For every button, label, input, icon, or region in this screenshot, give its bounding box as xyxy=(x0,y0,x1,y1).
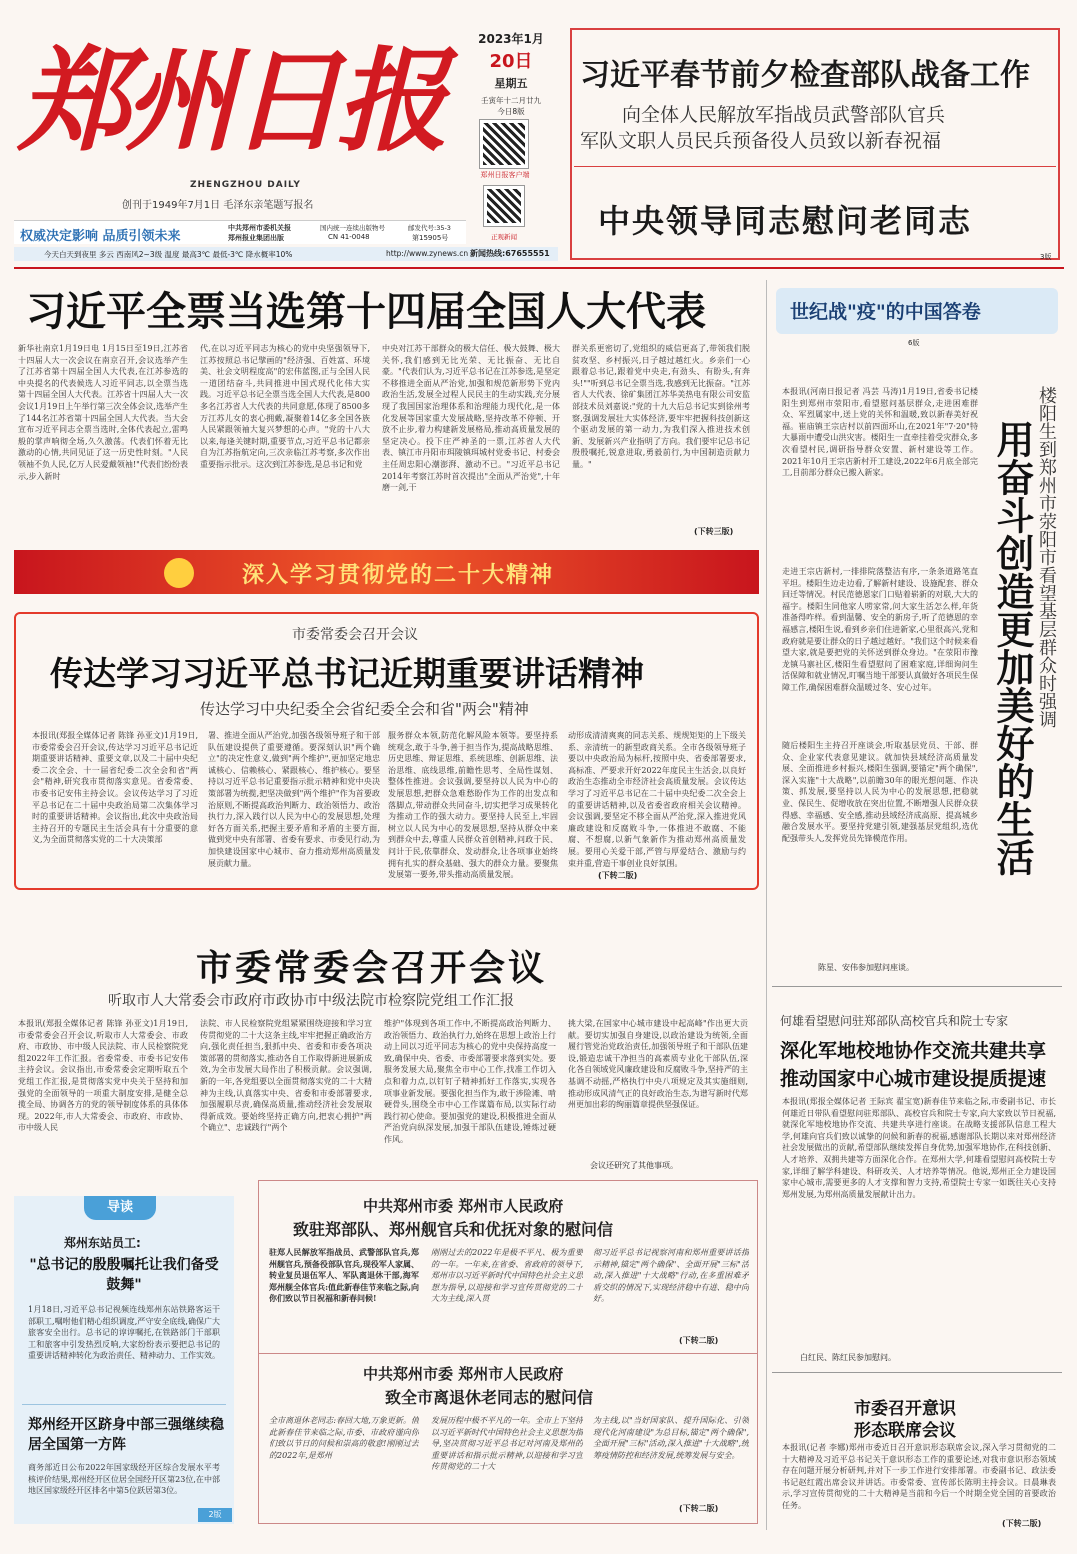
feature-kicker: 市委常委会召开会议 xyxy=(292,627,418,643)
second-col-1: 本报讯(郑报全媒体记者 陈锋 孙亚文)1月19日,市委常委会召开会议,听取市人大常委会、市政府、市政协、市中级人民法院、市人民检察院党组2022年工作汇报。省委常委、市委书记安伟主持会议。会议指出,市委常委会定期听取五个党组工作汇报,是贯彻落实党中央关于坚持和加强党的全面领导的一项重大制度安排,是健全总揽全局、协调各方的党的领导制度体系的具体体现。2022年,市人大常委会、市政府、市政协、市中级人民 xyxy=(18,1019,188,1133)
story2-body: 本报讯(郑报全媒体记者 王际宾 翟宝宽)新春佳节来临之际,市委副书记、市长何雄近日带队看望慰问驻郑部队、高校官兵和院士专家,向大家致以节日祝福,就深化军地校地协作交流、共建共享进行座谈。在战略支援部队信息工程大学,何雄向官兵们致以诚挚的问候和新春的祝福,感谢部队长期以来对郑州经济社会发展做出的贡献,希望部队继续发挥自身优势,加强军地协作,在科技创新、人才培养、双拥共建等方面深化合作。在郑州大学,何雄看望慰问高校院士专家,详细了解学科建设、科研攻关、人才培养等情况。他说,郑州正全力建设国家中心城市,需要更多的人才支撑和智力支持,希望院士专家一如既往关心支持郑州发展,为郑州高质量发展献计出力。 xyxy=(782,1097,1056,1199)
story3-body: 本报讯(记者 李娜)郑州市委近日召开意识形态联席会议,深入学习贯彻党的二十大精神及习近平总书记关于意识形态工作的重要论述,对我市意识形态领域存在问题开展分析研判,并对下一步工作进行安排部署。市委副书记、政法委书记赵红霞出席会议并讲话。市委常委、宣传部长陈明主持会议。日晨琳表示,学习宣传贯彻党的二十大精神是当前和今后一个时期全党全国的首要政治任务。 xyxy=(782,1443,1056,1510)
guide-item1-title[interactable]: "总书记的殷殷嘱托让我们备受鼓舞" xyxy=(29,1257,219,1293)
side-vertical-headline[interactable]: 用奋斗创造更加美好的生活 xyxy=(990,420,1034,876)
top-box-divider xyxy=(574,166,1056,167)
page-count: 今日8版 xyxy=(497,107,525,116)
letter2-title-2[interactable]: 致全市离退休老同志的慰问信 xyxy=(385,1388,594,1407)
party-emblem-icon xyxy=(164,558,194,588)
info-strip xyxy=(14,220,466,244)
top-news-box xyxy=(570,28,1060,260)
side-body-bottom: 随后楼阳生主持召开座谈会,听取基层党员、干部、群众、企业家代表意见建议。就加快县域经济高质量发展、全面推进乡村振兴,楼阳生强调,要锚定"两个确保",深入实施"十大战略",以前瞻30年的眼光想问题、作决策、抓发展,要坚持以人民为中心的发展思想,把稳就业、保民生、促增收放在突出位置,不断增强人民群众获得感、幸福感、安全感,推动县域经济成高原、提高城乡融合发展水平。要坚持党建引领,建强基层党组织,选优配强带头人,发挥党员先锋模范作用。 xyxy=(782,741,978,843)
column-rule xyxy=(766,280,767,1530)
feature-headline[interactable]: 传达学习习近平总书记近期重要讲话精神 xyxy=(50,654,644,693)
masthead-title: 郑州日报 xyxy=(18,36,442,167)
slogan: 权威决定影响 品质引领未来 xyxy=(20,229,181,244)
side-body-mid: 走进王宗店新村,一排排院落整洁有序,一条条道路笔直平坦。楼阳生边走边看,了解新村建设、设施配套、群众回迁等情况。村民范德恩家门口贴着崭新的对联,大大的福字。楼阳生同他家人唠家常,问大家生活怎么样,年货准备得咋样。看到温馨、安全的新房子,听了范德恩的幸福感言,楼阳生说,看到乡亲们住进新家,心里很高兴,党和政府就是要让群众的日子越过越好。"我们这个时候来看望大家,就是要把党的关怀送到群众身边。"在荥阳市豫龙镇马寨社区,楼阳生看望慰问了困难家庭,详细询问生活保障和就业情况,叮嘱当地干部要认真做好各项民生保障工作,确保困难群众温暖过冬、安心过年。 xyxy=(782,567,978,692)
lead-col-4: 群关系更密切了,党组织的威信更高了,带领我们脱贫攻坚、乡村振兴,日子越过越红火。乡亲们一心跟着总书记,跟着党中央走,有劲头、有盼头,有奔头!""听到总书记全票当选,我感到无比振奋。"江苏省人大代表、徐矿集团江苏华美热电有限公司安监部技术员刘嘉说:"党的十九大后总书记实到徐州考察,强调发展壮大实体经济,要牢牢把握科技创新这个驱动发展的第一动力,为我们深入推进技术创新、发展新兴产业指明了方向。我们要牢记总书记殷殷嘱托,锐意进取,勇毅前行,为中国制造贡献力量。" xyxy=(572,344,750,469)
qr2-caption: 正观新闻 xyxy=(491,233,517,241)
guide-label: 导读 xyxy=(106,1200,133,1215)
weather-text: 今天白天到夜里 多云 西南风2~3级 温度 最高3℃ 最低-3℃ 降水概率10% xyxy=(44,250,293,259)
lead-headline[interactable]: 习近平全票当选第十四届全国人大代表 xyxy=(26,289,706,335)
lead-col-1: 新华社南京1月19日电 1月15日至19日,江苏省十四届人大一次会议在南京召开,会议选举产生了江苏省第十四届全国人大代表,在江苏参选的中央提名的代表候选人习近平同志,以全票当选第十四届全国人大代表。江苏省十四届人大一次会议1月19日上午举行第三次全体会议,选举产生了144名江苏省第十四届全国人大代表。当大会宣布习近平同志全票当选时,全体代表起立,雷鸣般的掌声响彻全场,久久激荡。代表们怀着无比激动的心情,共同见证了这一历史性时刻。"人民领袖不负人民,亿万人民爱戴领袖!"代表们纷纷表示,步入新时 xyxy=(18,344,188,481)
side-head-box xyxy=(776,288,1058,334)
lunar-date: 壬寅年十二月廿九 xyxy=(481,96,541,105)
side-rule-1 xyxy=(772,986,1062,987)
letter2-body-b: 发展历程中极不平凡的一年。全市上下坚持以习近平新时代中国特色社会主义思想为指导,坚决贯彻习近平总书记对河南及郑州的重要讲话和指示批示精神,以迎接和学习宣传贯彻党的二十大 xyxy=(431,1416,583,1472)
story3-continued[interactable]: (下转二版) xyxy=(1002,1519,1042,1528)
story2-head-2[interactable]: 推动国家中心城市建设提质提速 xyxy=(780,1068,1047,1090)
weather-strip xyxy=(14,247,558,261)
second-end: 会议还研究了其他事项。 xyxy=(590,1161,678,1170)
letter1-continued[interactable]: (下转二版) xyxy=(679,1336,719,1345)
date-year: 2023年1月 xyxy=(478,32,544,46)
guide-divider xyxy=(22,1404,226,1405)
masthead-rule xyxy=(14,267,1064,269)
guide-item1-body: 1月18日,习近平总书记视频连线郑州东站铁路客运干部职工,嘱咐他们精心组织调度,严守安全底线,确保广大旅客安全出行。总书记的谆谆嘱托,在铁路部门干部职工和旅客中引发热烈反响,大家纷纷表示要把总书记的重要讲话精神转化为政治责任、精神动力、工作实效。 xyxy=(28,1305,220,1361)
feature-box xyxy=(14,612,759,890)
feature-col-3: 服务群众本领,防范化解风险本领等。要坚持系统观念,敢于斗争,善于担当作为,提高战略思维、历史思维、辩证思维、系统思维、创新思维、法治思维、底线思维,前瞻性思考、全局性谋划、整体性推进。会议强调,要坚持以人民为中心的发展思想,把群众急难愁盼作为工作的出发点和落脚点,带动群众共同奋斗,切实把学习成果转化为推动工作的强大动力。要坚持人民至上,牢固树立以人民为中心的发展思想,坚持从群众中来到群众中去,尊重人民群众首创精神,问政于民、问计于民,依靠群众、发动群众,让各项事业始终拥有扎实的群众基础、强大的群众力量。要聚焦发展第一要务,带头推动高质量发展。 xyxy=(388,731,558,880)
side-sign: 陈星、安伟参加慰问座谈。 xyxy=(818,963,914,972)
masthead-subtitle-en: ZHENGZHOU DAILY xyxy=(190,180,301,190)
letter1-title-2[interactable]: 致驻郑部队、郑州舰官兵和优抚对象的慰问信 xyxy=(293,1220,614,1239)
guide-item2-page[interactable]: 2版 xyxy=(198,1508,232,1522)
side-head-page[interactable]: 6版 xyxy=(908,339,920,347)
banner-text: 深入学习贯彻党的二十大精神 xyxy=(242,563,555,588)
second-col-3: 维护"体现到各项工作中,不断提高政治判断力、政治领悟力、政治执行力,始终在思想上政治上行动上同以习近平同志为核心的党中央保持高度一致,确保中央、省委、市委部署要求落到实处。要服务发展大局,聚焦全市中心工作,找准工作切入点和着力点,以钉钉子精神抓好工作落实,实现各项事业新发展。要强化担当作为,敢于涉险滩、啃硬骨头,围绕全市中心工作谋篇布局,以实际行动践行初心使命。要加强党的建设,积极推进全面从严治党向纵深发展,加强干部队伍建设,锤炼过硬作风。 xyxy=(384,1019,556,1144)
theme-banner xyxy=(14,550,759,594)
qr-code-icon[interactable] xyxy=(480,120,528,168)
story2-kicker: 何雄看望慰问驻郑部队高校官兵和院士专家 xyxy=(780,1014,1009,1028)
story3-head-1[interactable]: 市委召开意识 xyxy=(854,1399,956,1419)
issn: CN 41-0048 xyxy=(328,233,370,241)
letters-box xyxy=(258,1180,758,1524)
story2-head-1[interactable]: 深化军地校地协作交流共建共享 xyxy=(780,1040,1047,1062)
story3-head-2[interactable]: 形态联席会议 xyxy=(854,1421,956,1441)
side-head[interactable]: 世纪战"疫"的中国答卷 xyxy=(790,301,981,323)
second-col-4: 挑大梁,在国家中心城市建设中起高峰"作出更大贡献。要切实加强自身建设,以政治建设为统领,全面履行管党治党政治责任,加强领导班子和干部队伍建设,锻造忠诚干净担当的高素质专业化干部队伍,深化各自领域党风廉政建设和反腐败斗争,坚持严的主基调不动摇,严格执行中央八项规定及其实施细则,推动形成风清气正的良好政治生态,为谱写新时代郑州更加出彩的绚丽篇章提供坚强保证。 xyxy=(568,1019,748,1110)
lead-col-2: 代,在以习近平同志为核心的党中央坚强领导下,江苏按照总书记擘画的"经济强、百姓富、环境美、社会文明程度高"的宏伟蓝图,正与全国人民一道团结奋斗,共同推进中国式现代化伟大实践。习近平总书记全票当选全国人大代表,是800多名江苏省人大代表的共同意愿,体现了8500多万江苏儿女的衷心拥戴,凝聚着14亿多全国各族人民紧跟领袖大复兴梦想的心声。"党的十八大以来,每逢关键时期,重要节点,习近平总书记都亲自为江苏指航定向,三次亲临江苏考察,多次作出重要指示批示。这次到江苏参选,是总书记和党 xyxy=(200,344,370,469)
top-headline[interactable]: 习近平春节前夕检查部队战备工作 xyxy=(580,58,1030,93)
hotline: 新闻热线:67655551 xyxy=(470,249,550,258)
second-subhead: 听取市人大常委会市政府市政协市中级法院市检察院党组工作汇报 xyxy=(108,993,514,1009)
weekday: 星期五 xyxy=(494,77,528,90)
postal-code: 邮发代号:35-3 xyxy=(408,224,451,232)
letter2-title-1: 中共郑州市委 郑州市人民政府 xyxy=(363,1365,564,1383)
side-body-top: 本报讯(河南日报记者 冯芸 马涛)1月19日,省委书记楼阳生到郑州市荥阳市,看望慰问基层群众,走进困难群众、军烈属家中,送上党的关怀和温暖,致以新春美好祝福。崔庙镇王宗店村以前四面环山,在2021年"7·20"特大暴雨中遭受山洪灾害。楼阳生一直牵挂着受灾群众,多次看望村民,调研指导群众安置、新村建设等工作。2021年10月王宗店新村开工建设,2022年6月底全部完工,目前部分群众已搬入新家。 xyxy=(782,387,978,478)
issue-number: 第15905号 xyxy=(412,234,449,242)
lead-col-3: 中央对江苏干部群众的极大信任、极大鼓舞、极大关怀,我们感到无比光荣、无比振奋、无比自豪。"代表们认为,习近平总书记在江苏参选,是坚定不移推进全面从严治党,加强和规范新形势下党内政治生活,发展全过程人民民主的生动实践,充分展现了我国国家治理体系和治理能力现代化,是一体化发展等国家重大发展战略,坚持改革不停顿、开放不止步,着力构建新发展格局,推动高质量发展的坚定决心。投下庄严神圣的一票,江苏省人大代表、镇江市丹阳市珥陵镇珥城村党委书记、村委会主任周忠阳心潮澎湃、激动不已。"习近平总书记2014年考察江苏时首次提出"全面从严治党",十年磨一剑,干 xyxy=(382,344,560,493)
qr-caption: 郑州日报客户端 xyxy=(480,171,530,179)
letter2-body-a: 全市离退休老同志:春回大地,万象更新。值此新春佳节来临之际,市委、市政府谨向你们致以节日的问候和崇高的敬意!刚刚过去的2022年,是郑州 xyxy=(269,1416,419,1460)
guide-box xyxy=(14,1196,234,1524)
guide-item2-title[interactable]: 郑州经开区跻身中部三强继续稳居全国第一方阵 xyxy=(28,1417,224,1453)
letter1-body-b: 刚刚过去的2022年是极不平凡、极为重要的一年。一年来,在省委、省政府的领导下,郑州市以习近平新时代中国特色社会主义思想为指导,以迎接和学习宣传贯彻党的二十大为主线,深入贯 xyxy=(431,1248,583,1304)
top-page-ref[interactable]: 3版 xyxy=(1040,253,1052,261)
top-sub-2: 军队文职人员民兵预备役人员致以新春祝福 xyxy=(580,130,942,152)
sponsor-1: 中共郑州市委机关报 xyxy=(228,224,291,232)
feature-subhead: 传达学习中央纪委全会省纪委全会和省"两会"精神 xyxy=(200,700,529,718)
feature-col-4: 动形成清清爽爽的同志关系、规规矩矩的上下级关系、亲清统一的新型政商关系。全市各级领导班子要以中央政治局为标杆,按照中央、省委部署要求,高标准、严要求开好2022年度民主生活会,以良好政治生态推动全市经济社会高质量发展。会议传达学习了习近平总书记在二十届中央纪委二次全会上的重要讲话精神,以及省委省政府相关会议精神。会议强调,要坚定不移全面从严治党,深入推进党风廉政建设和反腐败斗争,一体推进不敢腐、不能腐、不想腐,以新气象新作为推动郑州高质量发展。要用心关爱干部,严管与厚爱结合、激励与约束并重,营造干事创业良好氛围。 xyxy=(568,731,746,868)
letter1-body-a: 驻郑人民解放军指战员、武警部队官兵,郑州舰官兵,预备役部队官兵,现役军人家属、转业复员退伍军人、军队离退休干部,海军郑州舰全体官兵:值此新春佳节来临之际,向你们致以节日祝福和新春问候! xyxy=(269,1247,419,1304)
top-sub-1: 向全体人民解放军指战员武警部队官兵 xyxy=(622,104,946,126)
qr-code-icon-2[interactable] xyxy=(484,186,524,226)
letter2-body-c: 为主线,以"当好国家队、提升国际化、引领现代化河南建设"为总目标,锚定"两个确保",全面开展"三标"活动,深入推进"十大战略",统筹疫情防控和经济发展,统筹发展与安全。 xyxy=(593,1416,749,1460)
date-day: 20日 xyxy=(489,51,533,72)
letter1-title-1: 中共郑州市委 郑州市人民政府 xyxy=(363,1197,564,1215)
second-headline[interactable]: 市委常委会召开会议 xyxy=(196,948,548,989)
letter1-body-c: 彻习近平总书记视察河南和郑州重要讲话指示精神,锚定"两个确保"、全面开展"三标"活动,深入推进"十大战略"行动,在多重困难矛盾交织的情况下,实现经济稳中有进、稳中向好。 xyxy=(593,1248,749,1304)
date-block xyxy=(466,30,556,117)
letters-divider xyxy=(259,1353,757,1354)
founded-line: 创刊于1949年7月1日 毛泽东亲笔题写报名 xyxy=(122,200,314,211)
lead-continued[interactable]: (下转三版) xyxy=(694,527,734,536)
feature-col-1: 本报讯(郑报全媒体记者 陈锋 孙亚文)1月19日,市委常委会召开会议,传达学习习近平总书记近期重要讲话精神、重要文章,以及二十届中央纪委二次全会、十一届省纪委二次全会和省"两会"精神,研究我市贯彻落实意见。省委常委、市委书记安伟主持会议。会议传达学习了习近平总书记在二十届中央政治局第二次集体学习时的重要讲话精神。会议指出,此次中央政治局主持召开的专题民主生活会具有十分重要的意义,为全面贯彻落实党的二十大决策部 xyxy=(32,731,198,845)
guide-tab xyxy=(84,1196,156,1220)
second-col-2: 法院、市人民检察院党组紧紧围绕迎接和学习宣传贯彻党的二十大这条主线,牢牢把握正确政治方向,强化责任担当,狠抓中央、省委和市委各项决策部署的贯彻落实,推动各自工作取得新进展新成效,为全市发展大局作出了积极贡献。会议强调,新的一年,各党组要以全面贯彻落实党的二十大精神为主线,认真落实中央、省委和市委部署要求,加强履职尽责,确保高质量,推动经济社会发展取得新成效。要始终坚持正确方向,把衷心拥护"两个确立"、忠诚践行"两个 xyxy=(200,1019,372,1133)
guide-item1-kicker: 郑州东站员工: xyxy=(64,1236,141,1250)
side-vertical-kicker: 楼阳生到郑州市荥阳市看望基层群众时强调 xyxy=(1036,386,1057,728)
website[interactable]: http://www.zynews.cn xyxy=(386,249,469,258)
second-top-headline[interactable]: 中央领导同志慰问老同志 xyxy=(598,202,973,240)
story2-sign: 白红民、陈红民参加慰问。 xyxy=(800,1353,896,1362)
issn-label: 国内统一连续出版物号 xyxy=(320,224,385,232)
guide-item2-body: 商务部近日公布2022年国家级经开区综合发展水平考核评价结果,郑州经开区位居全国经开区第23位,在中部地区国家级经开区排名中第5位跃居第3位。 xyxy=(28,1463,220,1496)
side-rule-2 xyxy=(772,1372,1062,1373)
feature-col-2: 署、推进全面从严治党,加强各级领导班子和干部队伍建设提供了重要遵循。要深刻认识"两个确立"的决定性意义,做到"两个维护",更加坚定地忠诚核心、信赖核心、紧跟核心、维护核心。要坚持以习近平总书记重要指示批示精神和党中央决策部署为统揽,把坚决做到"两个维护"作为首要政治原则,不断提高政治判断力、政治领悟力、政治执行力,深入践行以人民为中心的发展思想,处理好各方面关系,把握主要矛盾和矛盾的主要方面,做到党中央有部署、省委有要求、市委见行动,为加快建设国家中心城市、奋力推动郑州高质量发展贡献力量。 xyxy=(208,731,380,868)
feature-continued[interactable]: (下转二版) xyxy=(598,871,638,880)
letter2-continued[interactable]: (下转二版) xyxy=(679,1504,719,1513)
sponsor-2: 郑州报业集团出版 xyxy=(228,234,284,242)
